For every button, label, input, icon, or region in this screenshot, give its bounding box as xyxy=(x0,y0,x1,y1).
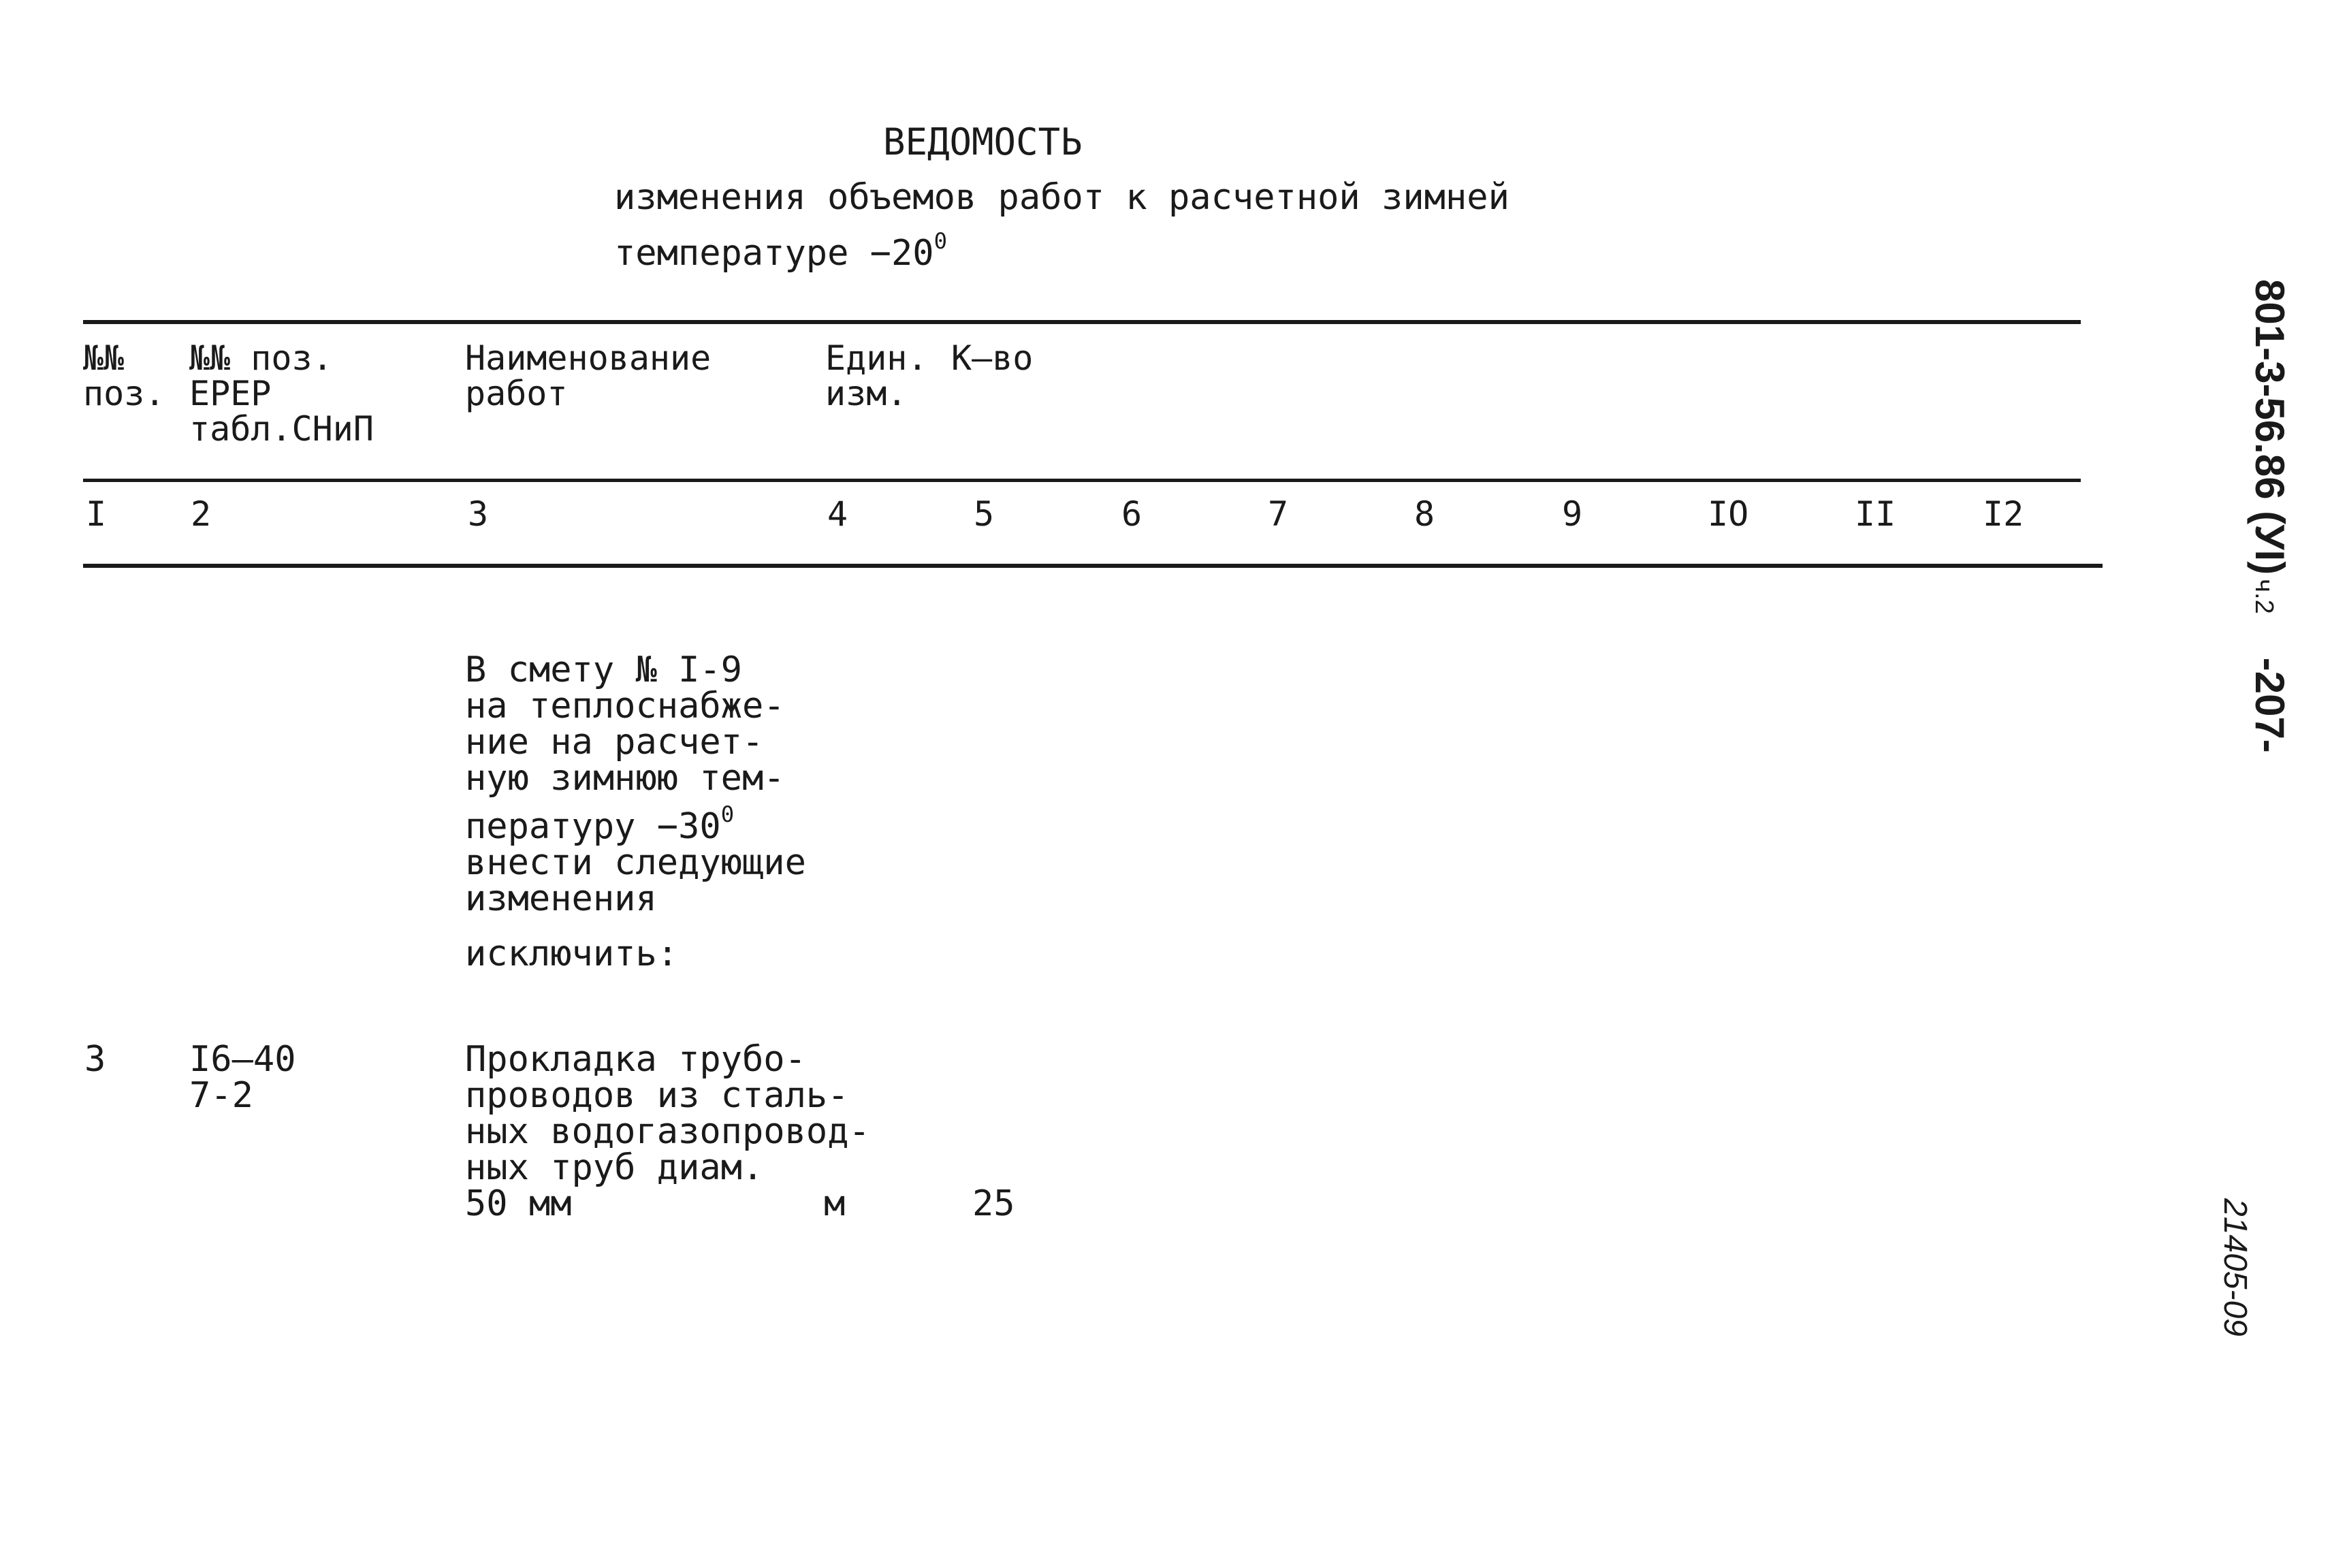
column-number: 9 xyxy=(1562,494,1583,534)
header-work-name: Наименование работ xyxy=(465,338,712,413)
row-erep-code: I6–40 7-2 xyxy=(189,1039,296,1116)
estimate-note-tail: внести следующие изменения xyxy=(465,842,806,920)
document-code-vertical xyxy=(2246,279,2293,753)
estimate-note-text: В смету № I-9 на теплоснабже- ние на расчет- ную зимнюю тем- пературу −30 xyxy=(465,650,785,848)
column-number: 5 xyxy=(974,494,995,534)
column-number: IO xyxy=(1708,494,1749,534)
header-bottom-rule xyxy=(83,479,2081,482)
header-unit: Един. изм. xyxy=(825,338,928,413)
document-code: 801-3-56.86 (УI) xyxy=(2247,279,2293,575)
column-numbers-bottom-rule xyxy=(83,564,2103,568)
column-number: 8 xyxy=(1414,494,1435,534)
header-quantity: К–во xyxy=(951,338,1034,378)
page-number: -207- xyxy=(2247,657,2293,753)
document-code-part: ч.2 xyxy=(2250,579,2278,614)
header-erep-position: №№ поз. ЕРЕР табл.СНиП xyxy=(189,338,374,449)
column-number: II xyxy=(1855,494,1896,534)
exclude-label: исключить: xyxy=(465,933,679,974)
document-subtitle-temperature xyxy=(614,228,948,274)
column-number: 6 xyxy=(1121,494,1143,534)
header-position-number: №№ поз. xyxy=(83,338,165,413)
document-title: ВЕДОМОСТЬ xyxy=(883,121,1083,163)
temperature-text: температуре −20 xyxy=(614,233,934,274)
row-work-name: Прокладка трубо- проводов из сталь- ных водогазопровод- ных труб диам. 50 мм xyxy=(465,1039,870,1224)
row-quantity: 25 xyxy=(972,1183,1015,1224)
column-number: 3 xyxy=(468,494,489,534)
column-number: 2 xyxy=(191,494,212,534)
archive-stamp-vertical: 21405-09 xyxy=(2217,1198,2253,1337)
row-position: 3 xyxy=(84,1039,106,1080)
row-unit: м xyxy=(824,1183,846,1224)
degree-superscript: 0 xyxy=(933,228,948,254)
degree-superscript: 0 xyxy=(720,801,735,827)
estimate-note xyxy=(465,650,806,920)
column-number: I xyxy=(86,494,107,534)
document-subtitle: изменения объемов работ к расчетной зимней xyxy=(614,177,1510,218)
column-number: I2 xyxy=(1983,494,2024,534)
column-number: 4 xyxy=(827,494,848,534)
table-top-rule xyxy=(83,320,2081,324)
column-number: 7 xyxy=(1268,494,1289,534)
